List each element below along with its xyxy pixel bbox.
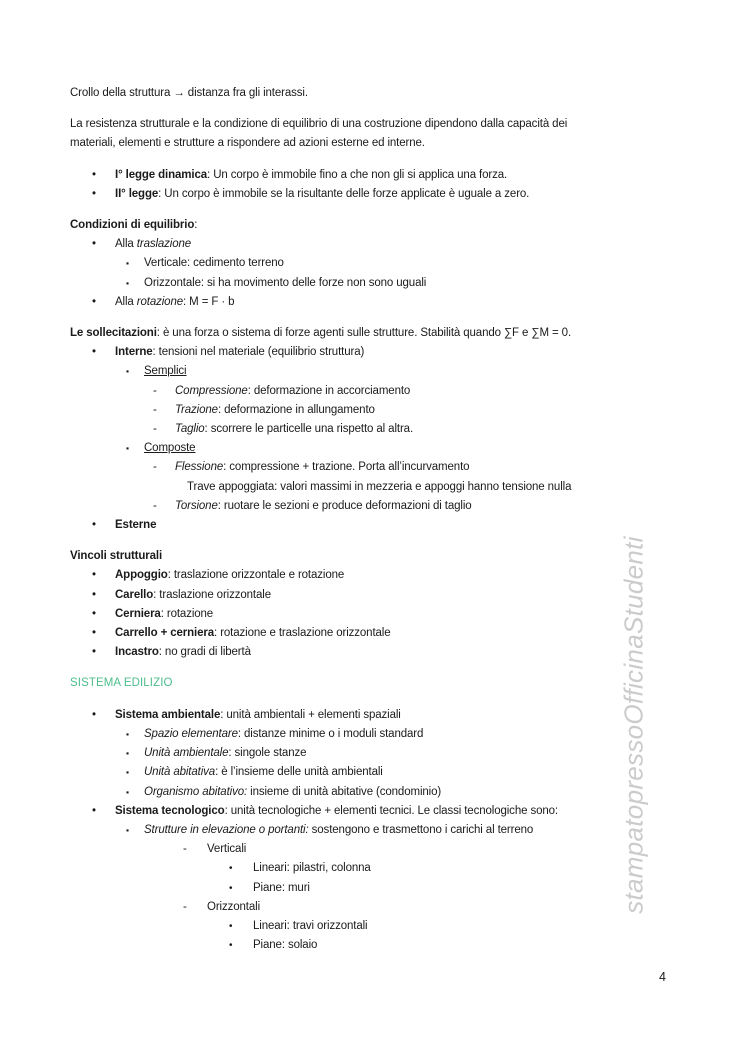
square-bullet-icon: ▪ — [126, 748, 129, 759]
watermark: stampatopressoOfficinaStudenti — [618, 536, 649, 914]
paragraph-line — [70, 115, 686, 134]
spacer — [70, 204, 686, 216]
square-bullet-icon: ▪ — [126, 366, 129, 377]
list-item — [70, 362, 686, 381]
list-item — [70, 382, 686, 401]
disc-bullet-icon: • — [92, 607, 96, 620]
text-run: Crollo della struttura → distanza fra gli interassi. — [70, 87, 308, 99]
text-run: Orizzontale: si ha movimento delle forze non sono uguali — [144, 276, 427, 289]
paragraph-line — [70, 134, 686, 153]
disc-bullet-icon: • — [229, 940, 233, 952]
list-item — [70, 185, 686, 204]
text-run: Flessione — [175, 461, 224, 474]
text-run: Condizioni di equilibrio — [70, 219, 195, 232]
square-bullet-icon: ▪ — [126, 767, 129, 778]
text-run: Verticali — [207, 843, 247, 856]
disc-bullet-icon: • — [92, 646, 96, 659]
text-run: Carrello + cerniera — [115, 627, 215, 640]
document-body — [70, 84, 686, 955]
text-run: Cerniera — [115, 607, 161, 620]
dash-bullet-icon: - — [153, 423, 157, 436]
disc-bullet-icon: • — [92, 519, 96, 532]
text-run: rotazione — [136, 295, 184, 308]
text-run: : — [194, 219, 198, 232]
text-run: : unità tecnologiche + elementi tecnici. Le classi tecnologiche sono: — [224, 804, 558, 817]
list-item — [70, 744, 686, 763]
disc-bullet-icon: • — [92, 569, 96, 582]
text-run: Sistema ambientale — [115, 708, 221, 721]
text-run: : deformazione in allungamento — [217, 403, 375, 416]
text-run: Interne — [115, 346, 153, 359]
dash-bullet-icon: - — [183, 900, 187, 913]
spacer — [70, 662, 686, 674]
list-item — [70, 586, 686, 605]
square-bullet-icon: ▪ — [126, 258, 129, 269]
text-run: Compressione — [175, 384, 248, 397]
text-run: : tensioni nel materiale (equilibrio struttura) — [152, 346, 365, 359]
page-number: 4 — [659, 970, 666, 984]
list-item — [70, 783, 686, 802]
text-run: : deformazione in accorciamento — [247, 384, 411, 397]
text-run: : distanze minime o i moduli standard — [237, 727, 424, 740]
disc-bullet-icon: • — [229, 863, 233, 875]
text-run: Spazio elementare — [144, 727, 238, 740]
square-bullet-icon: ▪ — [126, 728, 129, 739]
list-item — [70, 936, 686, 955]
dash-bullet-icon: - — [153, 499, 157, 512]
text-run: Unità abitativa — [144, 766, 216, 779]
text-run: II° legge — [115, 187, 159, 200]
list-item — [70, 343, 686, 362]
list-item — [70, 763, 686, 782]
disc-bullet-icon: • — [92, 187, 96, 200]
text-run: : ruotare le sezioni e produce deformazioni di taglio — [217, 499, 472, 512]
text-run: : Un corpo è immobile se la risultante delle forze applicate è uguale a zero. — [158, 187, 530, 200]
text-run: I° legge dinamica — [115, 168, 208, 181]
list-item-continuation — [70, 478, 686, 497]
list-item — [70, 401, 686, 420]
disc-bullet-icon: • — [92, 168, 96, 181]
list-item — [70, 802, 686, 821]
list-item — [70, 420, 686, 439]
text-run: Strutture in elevazione o portanti: — [144, 823, 309, 836]
square-bullet-icon: ▪ — [126, 443, 129, 454]
text-run: traslazione — [136, 238, 192, 251]
text-run: Alla — [115, 238, 137, 251]
text-run: : scorrere le particelle una rispetto al altra. — [204, 423, 414, 436]
disc-bullet-icon: • — [229, 882, 233, 894]
spacer — [70, 154, 686, 166]
text-run: Orizzontali — [207, 900, 261, 913]
list-item — [70, 859, 686, 878]
list-item — [70, 516, 686, 535]
list-item — [70, 439, 686, 458]
text-run: : rotazione — [160, 607, 214, 620]
section-heading — [70, 674, 686, 693]
paragraph-line — [70, 324, 686, 343]
disc-bullet-icon: • — [92, 588, 96, 601]
text-run: Lineari: travi orizzontali — [253, 919, 368, 932]
text-run: SISTEMA EDILIZIO — [70, 677, 173, 690]
list-item — [70, 293, 686, 312]
text-run: : è una forza o sistema di forze agenti sulle strutture. Stabilità quando ∑F e ∑M = 0. — [156, 327, 572, 340]
square-bullet-icon: ▪ — [126, 786, 129, 797]
text-run: : traslazione orizzontale — [153, 588, 271, 601]
paragraph-line — [70, 547, 686, 566]
text-run: Alla — [115, 295, 137, 308]
spacer — [70, 312, 686, 324]
text-run: Sistema tecnologico — [115, 804, 225, 817]
square-bullet-icon: ▪ — [126, 824, 129, 835]
list-item — [70, 254, 686, 273]
list-item — [70, 605, 686, 624]
text-run: : rotazione e traslazione orizzontale — [214, 627, 391, 640]
list-item — [70, 840, 686, 859]
text-run: insieme di unità abitative (condominio) — [247, 785, 442, 798]
spacer — [70, 535, 686, 547]
paragraph-line — [70, 216, 686, 235]
text-run: : traslazione orizzontale e rotazione — [167, 569, 345, 582]
text-run: : M = F · b — [183, 295, 235, 308]
square-bullet-icon: ▪ — [126, 277, 129, 288]
dash-bullet-icon: - — [153, 403, 157, 416]
text-run: Composte — [144, 442, 196, 455]
list-item — [70, 898, 686, 917]
text-run: Verticale: cedimento terreno — [144, 257, 284, 270]
text-run: : no gradi di libertà — [158, 646, 251, 659]
text-run: Organismo abitativo: — [144, 785, 248, 798]
text-run: Taglio — [175, 423, 205, 436]
text-run: Incastro — [115, 646, 159, 659]
text-run: Unità ambientale — [144, 747, 229, 760]
text-run: : compressione + trazione. Porta all’incurvamento — [223, 461, 470, 474]
text-run: Lineari: pilastri, colonna — [253, 862, 371, 875]
list-item — [70, 706, 686, 725]
list-item — [70, 643, 686, 662]
text-run: Piane: solaio — [253, 939, 318, 952]
paragraph-line — [70, 84, 686, 103]
disc-bullet-icon: • — [92, 295, 96, 308]
text-run: Appoggio — [115, 569, 168, 582]
text-run: materiali, elementi e strutture a rispondere ad azioni esterne ed interne. — [70, 137, 425, 150]
text-run: Semplici — [144, 365, 187, 378]
text-run: Trazione — [175, 403, 218, 416]
list-item — [70, 274, 686, 293]
list-item — [70, 166, 686, 185]
text-run: Vincoli strutturali — [70, 550, 163, 563]
text-run: Esterne — [115, 519, 157, 532]
list-item — [70, 624, 686, 643]
dash-bullet-icon: - — [183, 843, 187, 856]
text-run: Carello — [115, 588, 154, 601]
disc-bullet-icon: • — [92, 238, 96, 251]
spacer — [70, 694, 686, 706]
disc-bullet-icon: • — [92, 708, 96, 721]
disc-bullet-icon: • — [92, 627, 96, 640]
dash-bullet-icon: - — [153, 461, 157, 474]
text-run: La resistenza strutturale e la condizione di equilibrio di una costruzione dipendono dalla capacità dei — [70, 118, 568, 131]
dash-bullet-icon: - — [153, 384, 157, 397]
list-item — [70, 725, 686, 744]
list-item — [70, 497, 686, 516]
text-run: : singole stanze — [228, 747, 307, 760]
spacer — [70, 103, 686, 115]
disc-bullet-icon: • — [92, 804, 96, 817]
list-item — [70, 566, 686, 585]
text-run: Trave appoggiata: valori massimi in mezzeria e appoggi hanno tensione nulla — [187, 480, 572, 493]
list-item — [70, 821, 686, 840]
list-item — [70, 458, 686, 477]
disc-bullet-icon: • — [92, 346, 96, 359]
text-run: : unità ambientali + elementi spaziali — [220, 708, 401, 721]
list-item — [70, 917, 686, 936]
disc-bullet-icon: • — [229, 920, 233, 932]
list-item — [70, 879, 686, 898]
text-run: : Un corpo è immobile fino a che non gli si applica una forza. — [207, 168, 508, 181]
text-run: Le sollecitazioni — [70, 327, 157, 340]
list-item — [70, 235, 686, 254]
text-run: sostengono e trasmettono i carichi al terreno — [308, 823, 534, 836]
text-run: : è l’insieme delle unità ambientali — [215, 766, 383, 779]
text-run: Torsione — [175, 499, 218, 512]
text-run: Piane: muri — [253, 881, 310, 894]
